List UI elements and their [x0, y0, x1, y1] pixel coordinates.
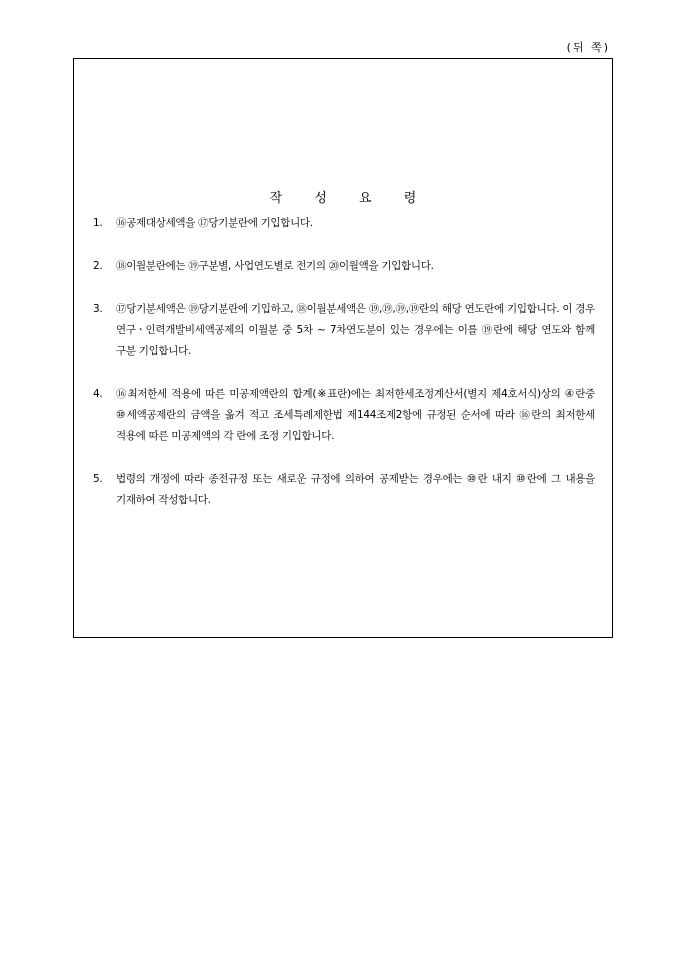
instruction-text: ⑱이월분란에는 ⑲구분별, 사업연도별로 전기의 ⑳이월액을 기입합니다. [116, 260, 434, 272]
instruction-text: ⑯최저한세 적용에 따른 미공제액란의 합계(※표란)에는 최저한세조정계산서(별지 제4호서식)상의 ④란중 ⑩세액공제란의 금액을 옮겨 적고 조세특례제한법 제144조제2항에 규정된 순서에 따라 ⑯란의 최저한세 적용에 따른 미공제액의 각 란에 조정 기입합니다. [116, 388, 595, 442]
instruction-number: 4. [93, 388, 103, 400]
instruction-number: 3. [93, 303, 103, 315]
instructions-box [73, 58, 613, 638]
instruction-number: 1. [93, 217, 103, 229]
instruction-item-3 [93, 299, 595, 362]
page-side-label: (뒤 쪽) [566, 41, 610, 54]
instructions-title: 작 성 요 령 [269, 191, 431, 206]
instruction-number: 2. [93, 260, 103, 272]
instruction-item-1 [93, 213, 595, 234]
instruction-text: 법령의 개정에 따라 종전규정 또는 새로운 규정에 의하여 공제받는 경우에는 ⑩란 내지 ⑩란에 그 내용을 기재하여 작성합니다. [116, 473, 595, 506]
instruction-item-4 [93, 384, 595, 447]
instruction-item-2 [93, 256, 595, 277]
instruction-text: ⑰당기분세액은 ⑲당기분란에 기입하고, ⑱이월분세액은 ⑲,⑲,⑲,⑲란의 해당 연도란에 기입합니다. 이 경우 연구ㆍ인력개발비세액공제의 이월분 중 5차 ~ 7차연도분이 있는 경우에는 이를 ⑲란에 해당 연도와 함께 구분 기입합니다. [116, 303, 595, 357]
instructions-list [93, 213, 595, 533]
instruction-item-5 [93, 469, 595, 511]
instruction-text: ⑯공제대상세액을 ⑰당기분란에 기입합니다. [116, 217, 313, 229]
instruction-number: 5. [93, 473, 103, 485]
